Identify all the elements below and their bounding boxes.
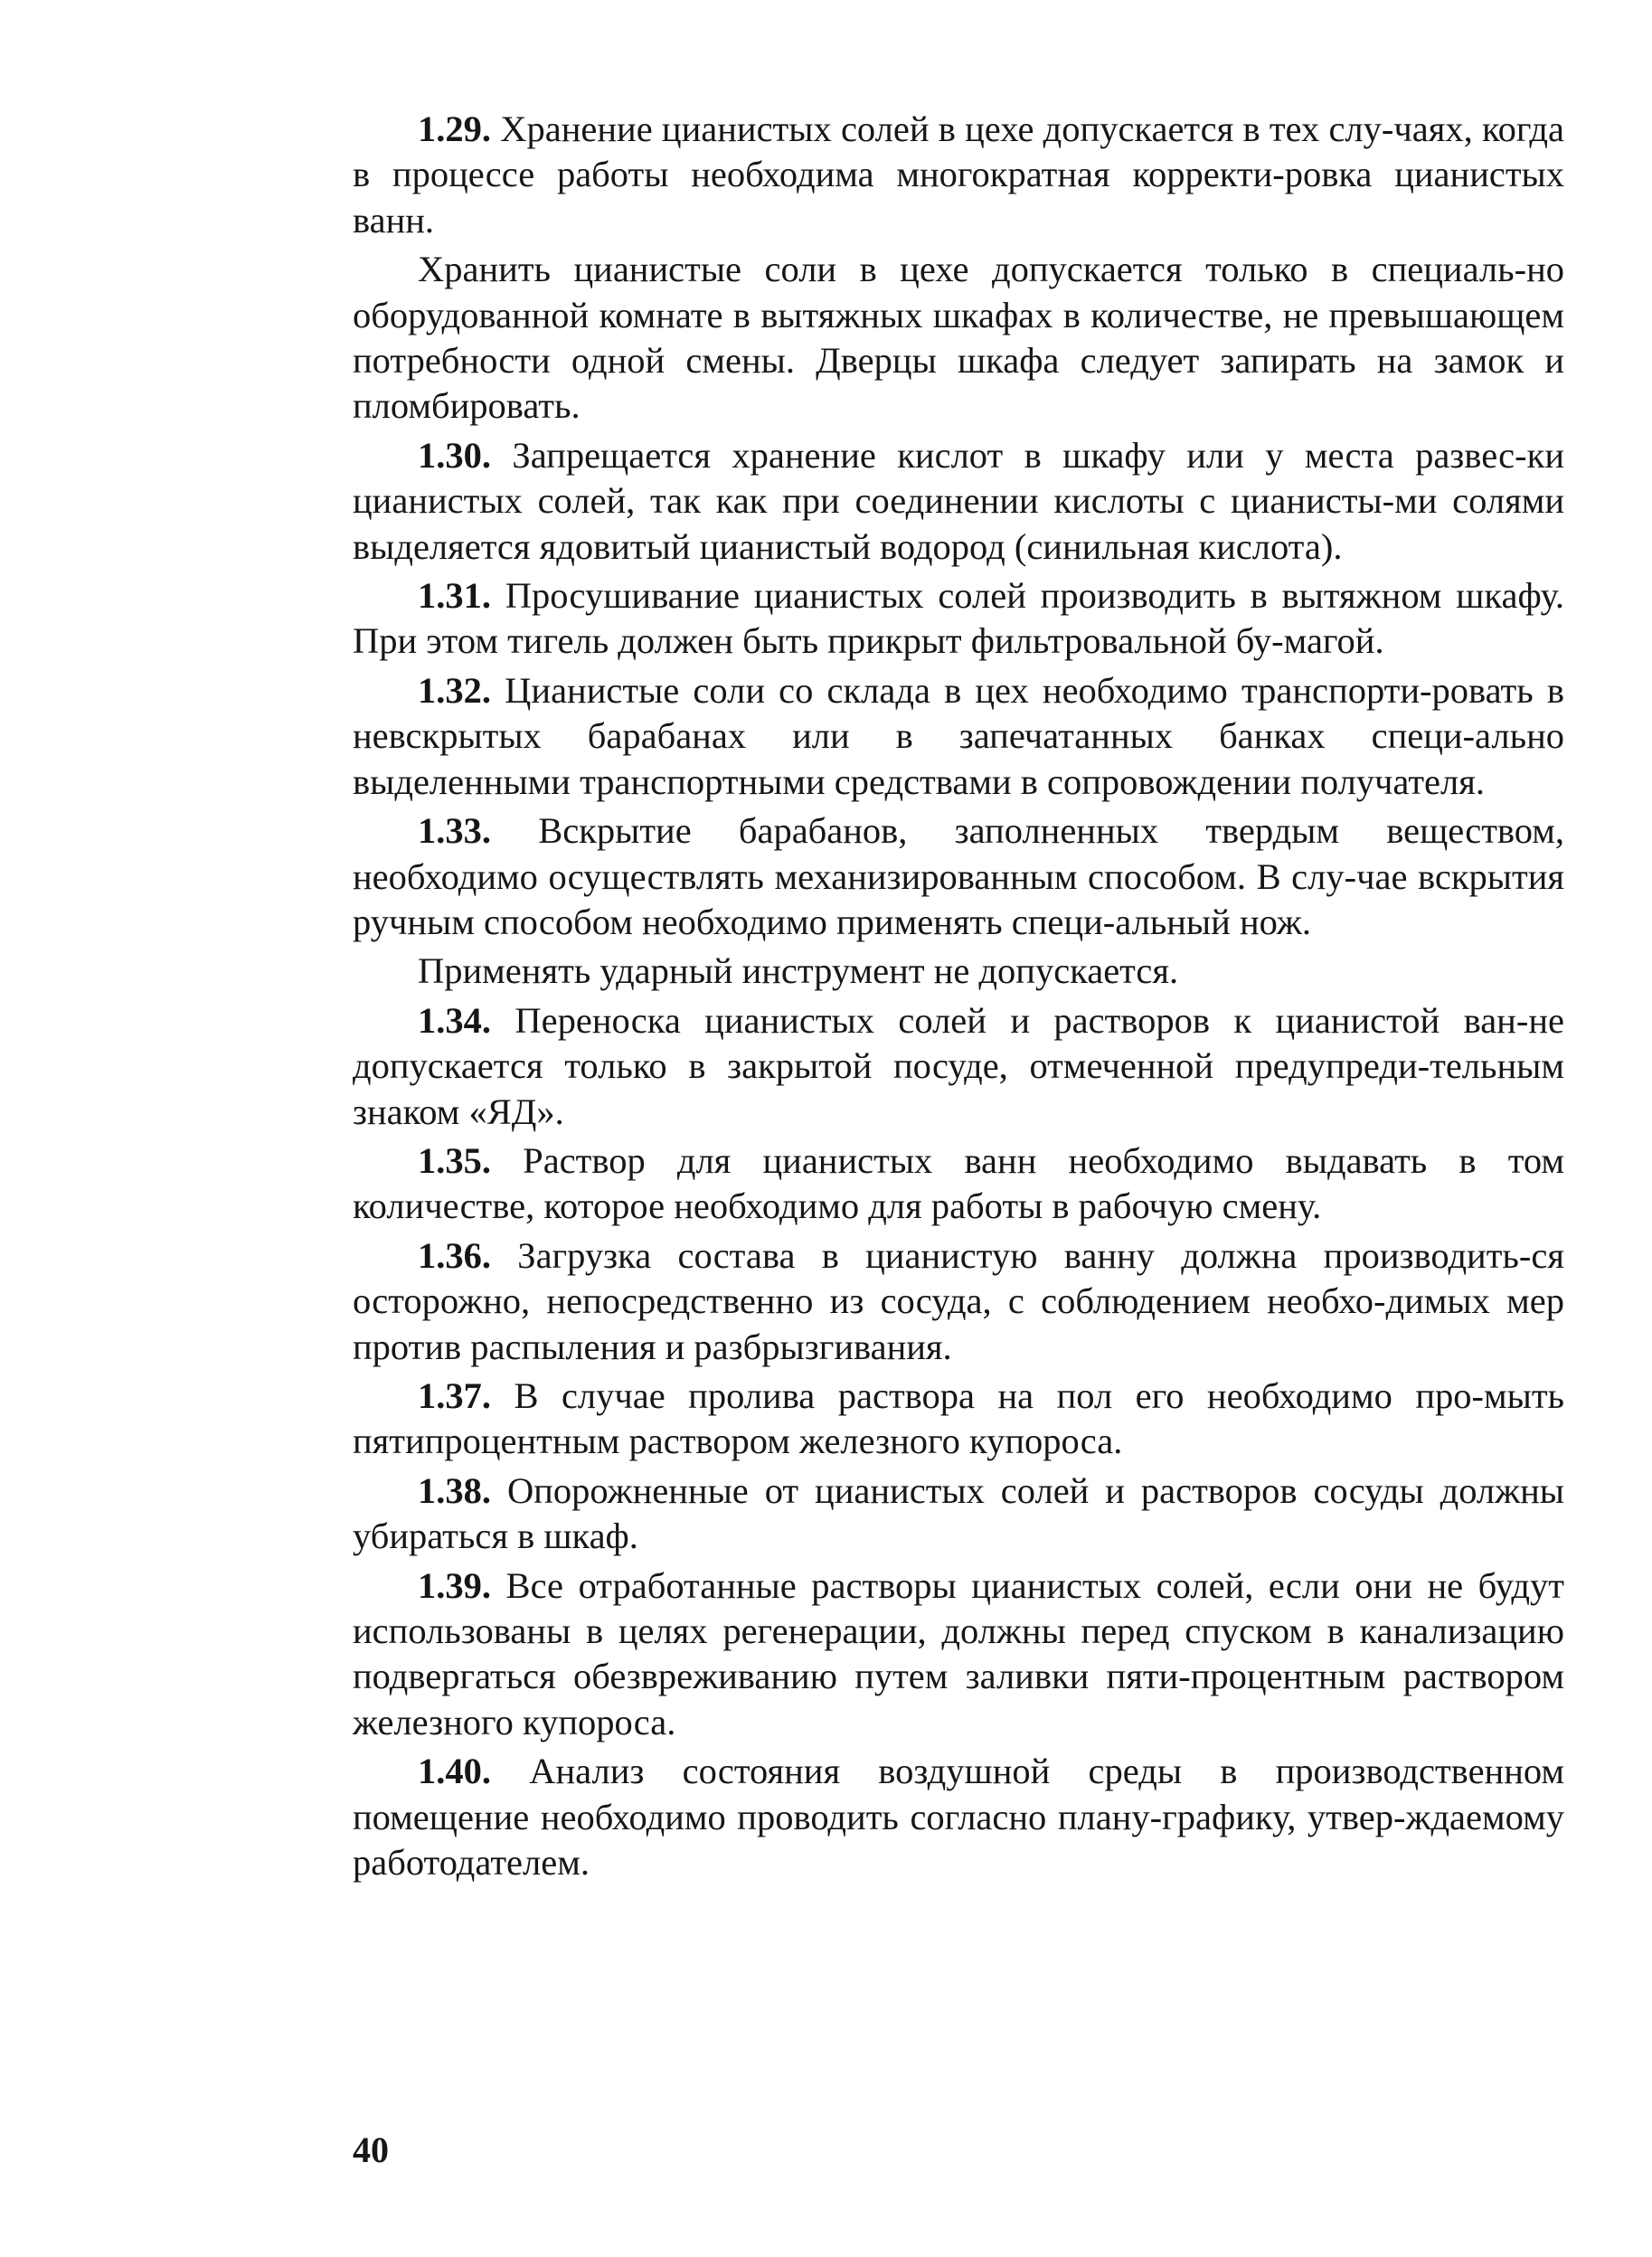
paragraph-1-36 (353, 1233, 1564, 1370)
paragraph-1-39 (353, 1563, 1564, 1746)
clause-number: 1.30. (418, 434, 491, 476)
clause-number: 1.34. (418, 999, 491, 1041)
paragraph-1-33 (353, 808, 1564, 945)
paragraph-1-40 (353, 1749, 1564, 1885)
paragraph-text: Переноска цианистых солей и растворов к цианистой ван-не допускается только в закрытой посуде, отмеченной предупреди-тельным знаком «ЯД». (353, 999, 1564, 1132)
paragraph-text: В случае пролива раствора на пол его необходимо про-мыть пятипроцентным раствором железного купороса. (353, 1374, 1564, 1462)
clause-number: 1.35. (418, 1139, 491, 1181)
paragraph-1-32 (353, 668, 1564, 805)
paragraph-1-33-continued (353, 949, 1564, 994)
clause-number: 1.32. (418, 669, 491, 711)
paragraph-text: Применять ударный инструмент не допускается. (418, 950, 1179, 992)
paragraph-text: Цианистые соли со склада в цех необходимо транспорти-ровать в невскрытых барабанах или в запечатанных банках специ-ально выделенными транспортными средствами в сопровождении получателя. (353, 669, 1564, 802)
paragraph-1-31 (353, 573, 1564, 665)
paragraph-text: Раствор для цианистых ванн необходимо выдавать в том количестве, которое необходимо для работы в рабочую смену. (353, 1139, 1564, 1227)
paragraph-text: Опорожненные от цианистых солей и растворов сосуды должны убираться в шкаф. (353, 1469, 1564, 1557)
paragraph-text: Запрещается хранение кислот в шкафу или у места развес-ки цианистых солей, так как при соединении кислоты с цианисты-ми солями выделяется ядовитый цианистый водород (синильная кислота). (353, 434, 1564, 567)
paragraph-1-29 (353, 107, 1564, 243)
clause-number: 1.38. (418, 1469, 491, 1511)
paragraph-1-35 (353, 1138, 1564, 1230)
paragraph-1-29-continued (353, 247, 1564, 430)
paragraph-1-37 (353, 1374, 1564, 1465)
paragraph-text: Просушивание цианистых солей производить в вытяжном шкафу. При этом тигель должен быть прикрыт фильтровальной бу-магой. (353, 575, 1564, 662)
clause-number: 1.40. (418, 1751, 491, 1792)
paragraph-text: Вскрытие барабанов, заполненных твердым веществом, необходимо осуществлять механизированным способом. В слу-чае вскрытия ручным способом необходимо применять специ-альный нож. (353, 810, 1564, 942)
paragraph-text: Все отработанные растворы цианистых солей, если они не будут использованы в целях регенерации, должны перед спуском в канализацию подвергаться обезвреживанию путем заливки пяти-процентным раствором железного купороса. (353, 1564, 1564, 1742)
clause-number: 1.33. (418, 810, 491, 852)
clause-number: 1.36. (418, 1234, 491, 1276)
paragraph-text: Анализ состояния воздушной среды в производственном помещение необходимо проводить согласно плану-графику, утвер-ждаемому работодателем. (353, 1751, 1564, 1884)
paragraph-1-38 (353, 1468, 1564, 1560)
page-number: 40 (353, 2130, 389, 2170)
paragraph-text: Загрузка состава в цианистую ванну должна производить-ся осторожно, непосредственно из сосуда, с соблюдением необхо-димых мер против распыления и разбрызгивания. (353, 1234, 1564, 1367)
paragraph-text: Хранить цианистые соли в цехе допускается только в специаль-но оборудованной комнате в вытяжных шкафах в количестве, не превышающем потребности одной смены. Дверцы шкафа следует запирать на замок и пломбировать. (353, 249, 1564, 427)
paragraph-text: Хранение цианистых солей в цехе допускается в тех слу-чаях, когда в процессе работы необходима многократная корректи-ровка цианистых ванн. (353, 109, 1564, 241)
clause-number: 1.29. (418, 109, 491, 149)
paragraph-1-34 (353, 998, 1564, 1135)
clause-number: 1.39. (418, 1564, 491, 1606)
document-body (353, 107, 1564, 1889)
clause-number: 1.37. (418, 1374, 491, 1416)
clause-number: 1.31. (418, 575, 491, 617)
paragraph-1-30 (353, 433, 1564, 570)
